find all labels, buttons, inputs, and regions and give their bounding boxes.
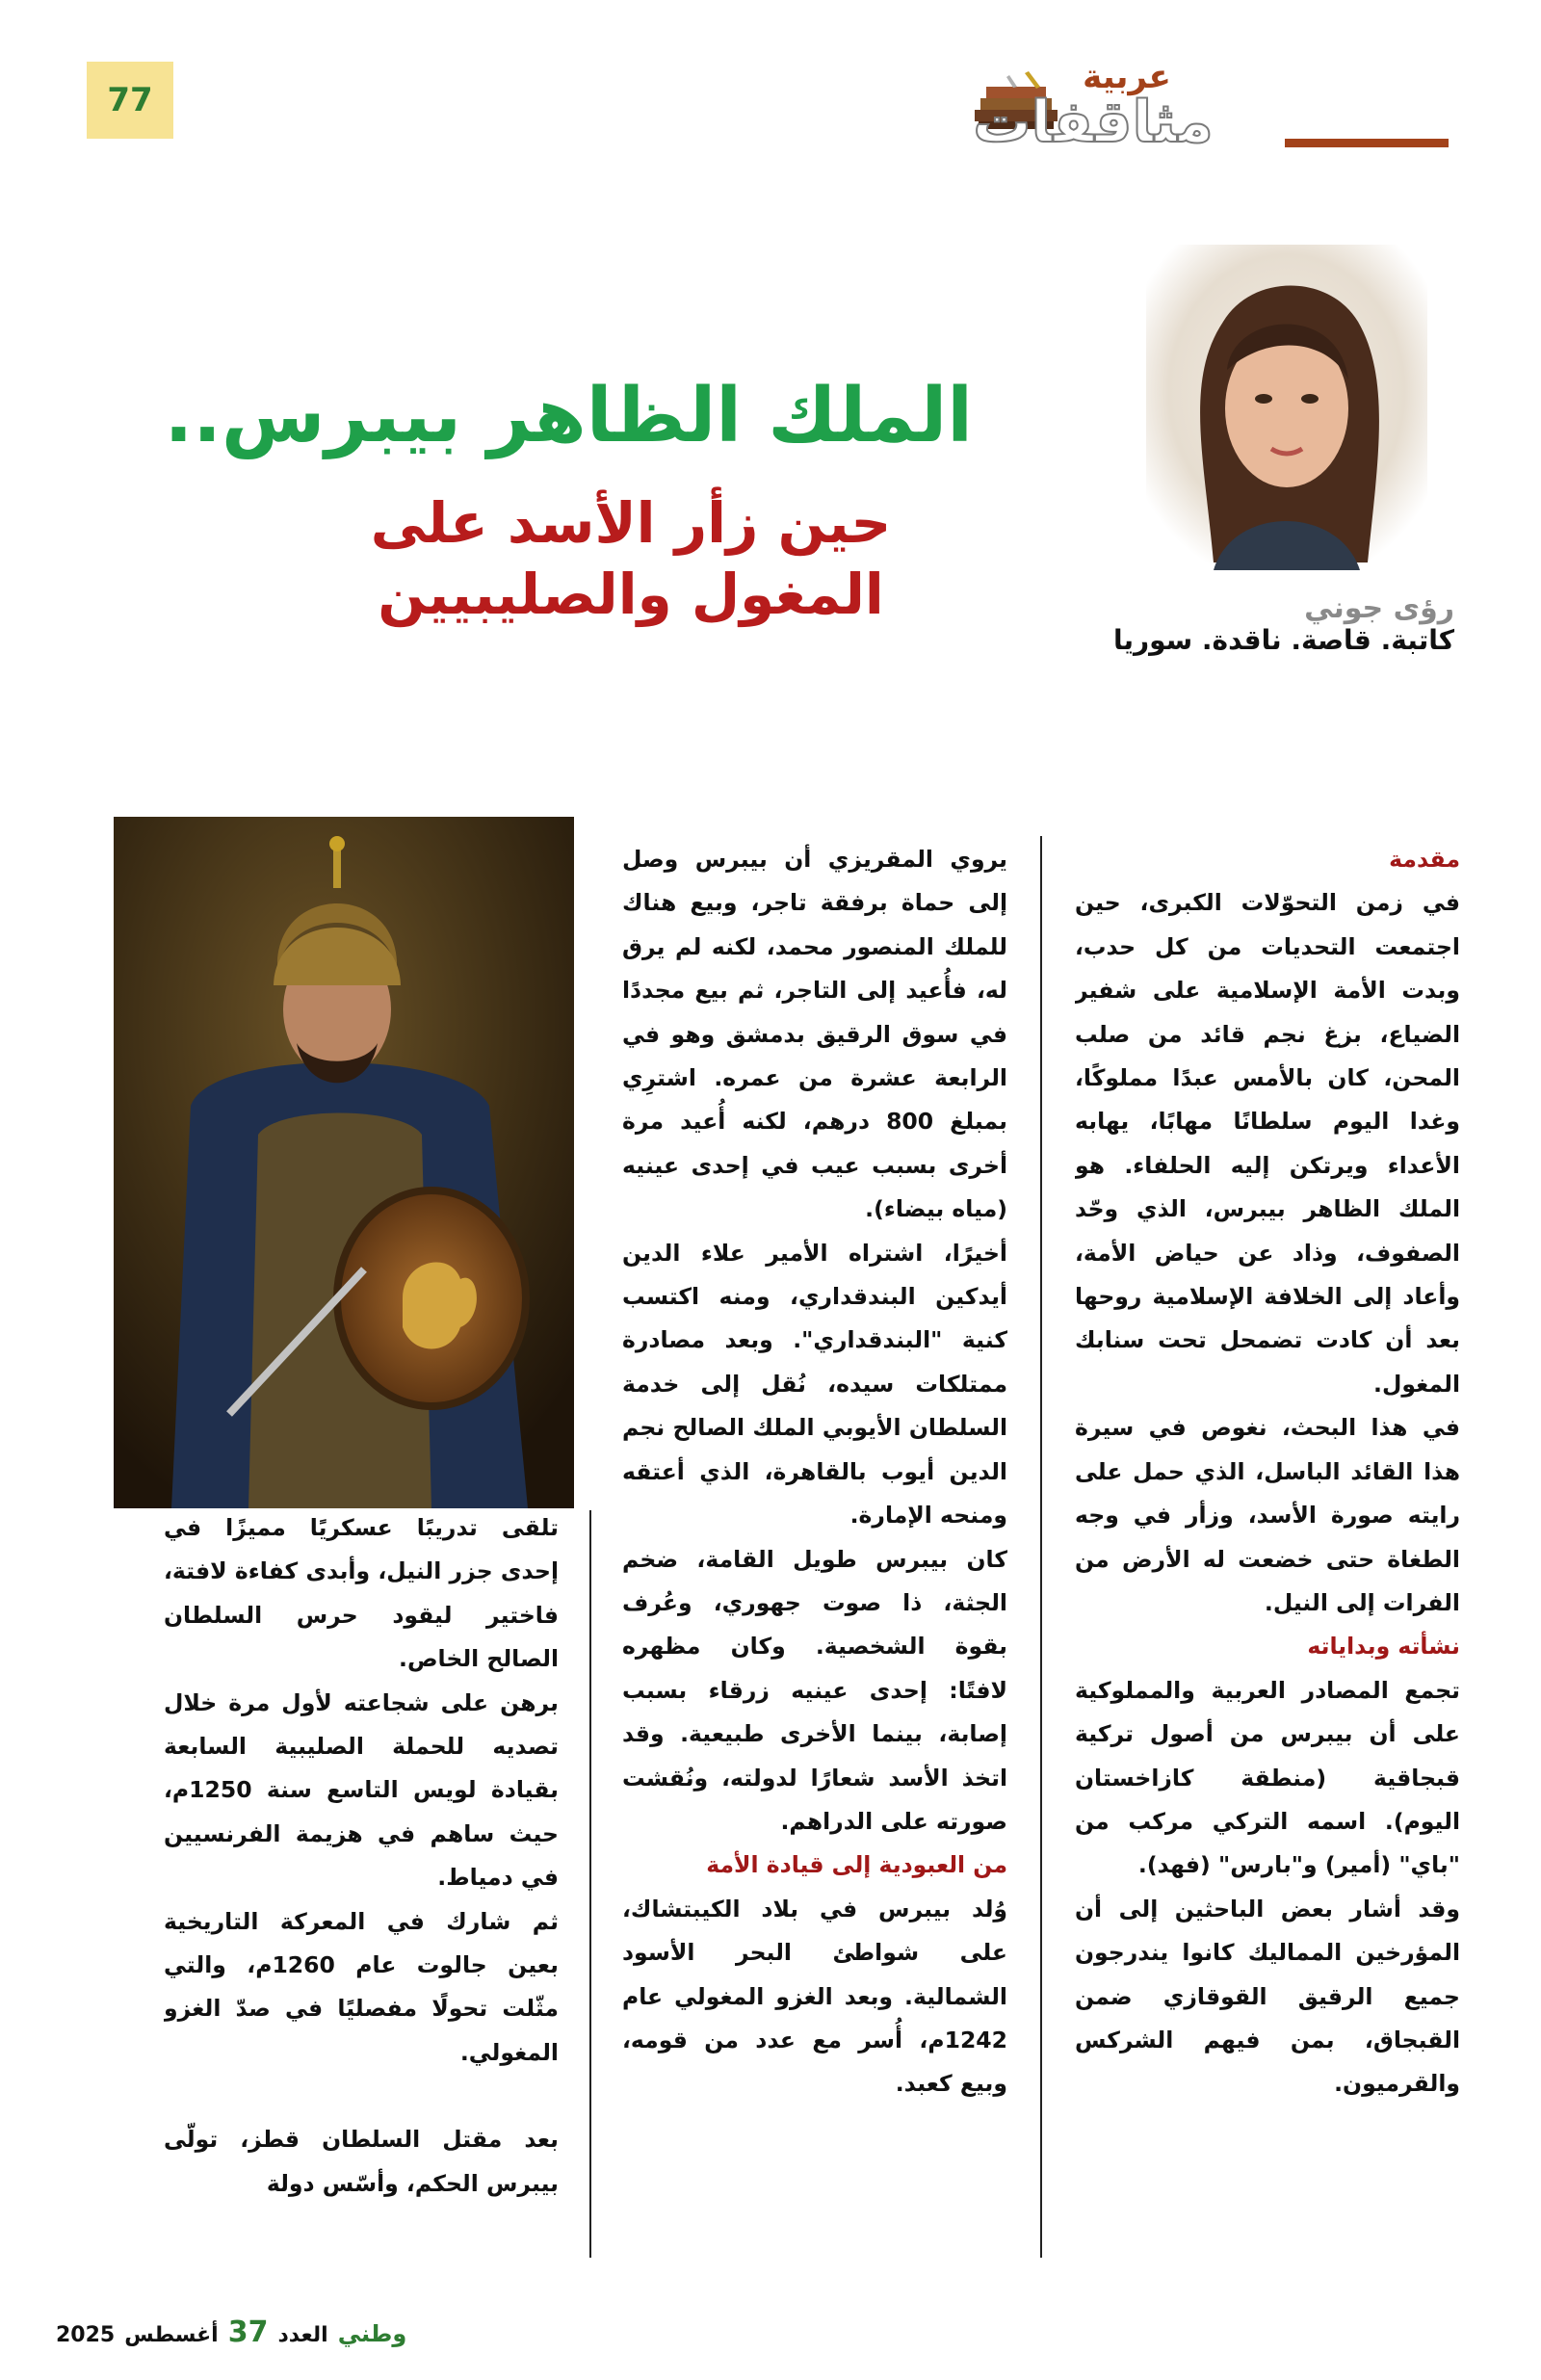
section-heading: نشأته وبداياته xyxy=(1307,1633,1460,1661)
text-column-middle xyxy=(622,838,1007,2254)
paragraph: ثم شارك في المعركة التاريخية بعين جالوت عام 1260م، والتي مثّلت تحولًا مفصليًا في صدّ الغزو المغولي. xyxy=(164,1907,559,2066)
section-heading: من العبودية إلى قيادة الأمة xyxy=(706,1851,1007,1879)
baybars-painting xyxy=(114,817,574,1508)
paragraph: في زمن التحوّلات الكبرى، حين اجتمعت التحديات من كل حدب، وبدت الأمة الإسلامية على شفير الضياع، بزغ نجم قائد من صلب المحن، كان بالأمس عبدًا مملوكًا، وغدا اليوم سلطانًا مهابًا، يهابه الأعداء ويرتكن إليه الحلفاء. هو الملك الظاهر بيبرس، الذي وحّد الصفوف، وذاد عن حياض الأمة، وأعاد إلى الخلافة الإسلامية روحها بعد أن كادت تضمحل تحت سنابك المغول. xyxy=(1075,889,1460,1398)
footer-brand: وطني xyxy=(337,2320,407,2347)
footer-year: 2025 xyxy=(56,2323,116,2347)
section-heading: مقدمة xyxy=(1389,846,1460,873)
paragraph: بعد مقتل السلطان قطز، تولّى بيبرس الحكم، وأسّس دولة xyxy=(164,2126,559,2197)
page-number: 77 xyxy=(87,62,173,139)
footer-issue-number: 37 xyxy=(227,2315,269,2349)
logo-big-text: مثاقفات xyxy=(973,89,1214,156)
article-title: الملك الظاهر بيبرس.. xyxy=(164,373,973,459)
author-name: رؤى جوني xyxy=(1304,591,1454,625)
paragraph: يروي المقريزي أن بيبرس وصل إلى حماة برفقة تاجر، وبيع هناك للملك المنصور محمد، لكنه لم يرق له، فأُعيد إلى التاجر، ثم بيع مجددًا في سوق الرقيق بدمشق وهو في الرابعة عشرة من عمره. اشترِي بمبلغ 800 درهم، لكنه أُعيد مرة أخرى بسبب عيب في إحدى عينيه (مياه بيضاء). xyxy=(622,846,1007,1223)
paragraph: وقد أشار بعض الباحثين إلى أن المؤرخين المماليك كانوا يندرجون جميع الرقيق القوقازي ضمن القبجاق، بمن فيهم الشركس والقرميون. xyxy=(1075,1895,1460,2098)
column-divider-left xyxy=(589,1510,591,2258)
logo-bar xyxy=(1285,139,1449,147)
article-subtitle: حين زأر الأسد على المغول والصليبيين xyxy=(370,490,892,628)
page-footer xyxy=(56,2315,406,2354)
logo-small-text: عربية xyxy=(1083,58,1171,96)
paragraph: تلقى تدريبًا عسكريًا مميزًا في إحدى جزر النيل، وأبدى كفاءة لافتة، فاختير ليقود حرس السلطان الصالح الخاص. xyxy=(164,1514,559,1673)
paragraph: أخيرًا، اشتراه الأمير علاء الدين أيدكين البندقداري، ومنه اكتسب كنية "البندقداري". وبعد مصادرة ممتلكات سيده، نُقل إلى خدمة السلطان الأيوبي الملك الصالح نجم الدين أيوب بالقاهرة، الذي أعتقه ومنحه الإمارة. xyxy=(622,1239,1007,1530)
footer-issue-label: العدد xyxy=(277,2323,328,2347)
paragraph: في هذا البحث، نغوص في سيرة هذا القائد الباسل، الذي حمل على رايته صورة الأسد، وزأر في وجه الطغاة حتى خضعت له الأرض من الفرات إلى النيل. xyxy=(1075,1414,1460,1616)
paragraph-gap xyxy=(164,2075,559,2118)
paragraph: تجمع المصادر العربية والمملوكية على أن بيبرس من أصول تركية قبجاقية (منطقة كازاخستان اليوم). اسمه التركي مركب من "باي" (أمير) و"بارس" (فهد). xyxy=(1075,1676,1460,1879)
text-column-right xyxy=(1075,838,1460,2227)
paragraph: كان بيبرس طويل القامة، ضخم الجثة، ذا صوت جهوري، وعُرف بقوة الشخصية. وكان مظهره لافتًا: إحدى عينيه زرقاء بسبب إصابة، بينما الأخرى طبيعية. وقد اتخذ الأسد شعارًا لدولته، ونُقشت صورته على الدراهم. xyxy=(622,1545,1007,1835)
column-divider-right xyxy=(1040,836,1042,2258)
author-portrait xyxy=(1146,245,1427,570)
text-column-left xyxy=(164,1506,559,2219)
author-role: كاتبة. قاصة. ناقدة. سوريا xyxy=(1112,624,1454,656)
paragraph: وُلد بيبرس في بلاد الكيبتشاك، على شواطئ البحر الأسود الشمالية. وبعد الغزو المغولي عام 1242م، أُسر مع عدد من قومه، وبيع كعبد. xyxy=(622,1895,1007,2098)
footer-month: أغسطس xyxy=(124,2323,219,2347)
paragraph: برهن على شجاعته لأول مرة خلال تصديه للحملة الصليبية السابعة بقيادة لويس التاسع سنة 1250م، حيث ساهم في هزيمة الفرنسيين في دمياط. xyxy=(164,1688,559,1892)
